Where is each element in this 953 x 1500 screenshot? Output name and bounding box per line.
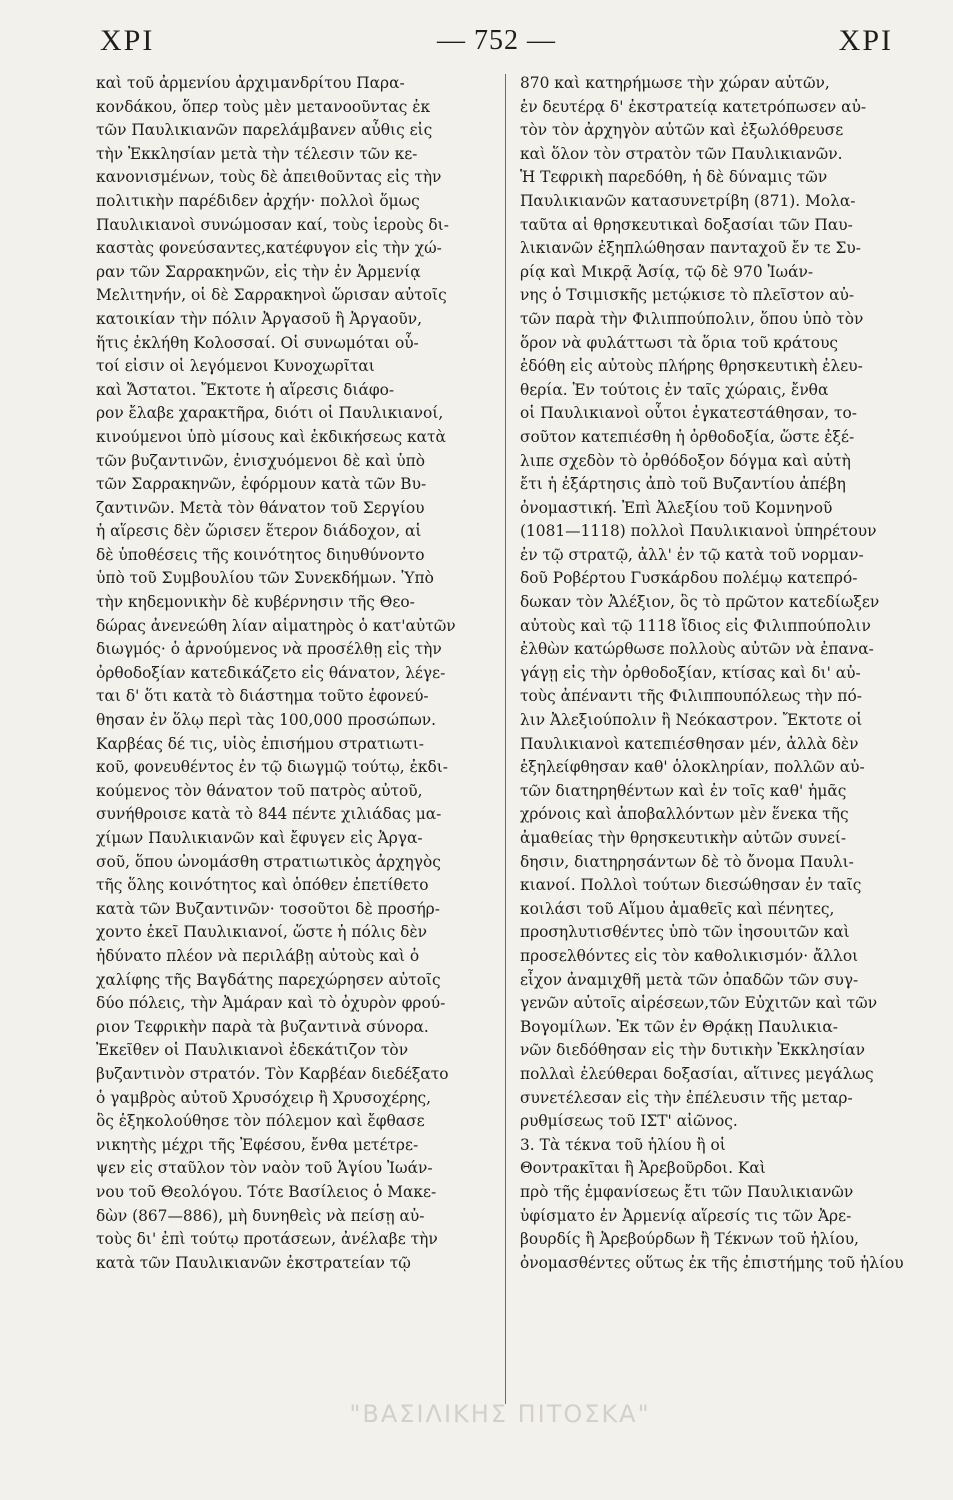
column-divider <box>505 74 506 1404</box>
text-line: τοὺς δι' ἐπὶ τούτῳ προτάσεων, ἀνέλαβε τὴν <box>96 1230 438 1249</box>
library-watermark: "ΒΑΣΙΛΙΚΗΣ ΠΙΤΟΣΚΑ" <box>349 1400 651 1428</box>
text-line: Μελιτηνήν, οἱ δὲ Σαρρακηνοὶ ὥρισαν αὐτοῖς <box>96 286 447 305</box>
text-line: τῶν διατηρηθέντων καὶ ἐν τοῖς καθ' ἡμᾶς <box>520 781 847 800</box>
text-line: χρόνοις καὶ ἀποβαλλόντων μὲν ἕνεκα τῆς <box>520 805 849 824</box>
text-line: βυζαντινὸν στρατόν. Τὸν Καρβέαν διεδέξατο <box>96 1064 449 1083</box>
text-line: κιανοί. Πολλοὶ τούτων διεσώθησαν ἐν ταῖς <box>520 876 862 895</box>
text-line: λιν Ἀλεξιούπολιν ἢ Νεόκαστρον. Ἔκτοτε οἱ <box>520 711 863 730</box>
text-line: κανονισμένων, τοὺς δὲ ἀπειθοῦντας εἰς τὴν <box>96 168 442 187</box>
text-line: Ἡ Τεφρικὴ παρεδόθη, ἡ δὲ δύναμις τῶν <box>520 168 828 187</box>
text-line: ἡ αἵρεσις δὲν ὥρισεν ἕτερον διάδοχον, αἱ <box>96 522 422 541</box>
text-line: Καρβέας δέ τις, υἱὸς ἐπισήμου στρατιωτι- <box>96 734 424 753</box>
text-line: τῆς ὅλης κοινότητος καὶ ὁπόθεν ἐπετίθετο <box>96 876 429 895</box>
text-line: λιπε σχεδὸν τὸ ὀρθόδοξον δόγμα καὶ αὐτὴ <box>520 451 851 470</box>
text-line: δὲ ὑποθέσεις τῆς κοινότητος διηυθύνοντο <box>96 545 425 564</box>
text-line: τῶν Παυλικιανῶν παρελάμβανεν αὖθις εἰς <box>96 121 433 140</box>
text-line: νης ὁ Τσιμισκῆς μετῴκισε τὸ πλεῖστον αὐ- <box>520 286 855 305</box>
text-line: ὀρθοδοξίαν κατεδικάζετο εἰς θάνατον, λέγε- <box>96 663 446 682</box>
text-line: ὅρον νὰ φυλάττωσι τὰ ὅρια τοῦ κράτους <box>520 333 839 352</box>
text-line: δὼν (867—886), μὴ δυνηθεὶς νὰ πείσῃ αὐ- <box>96 1206 425 1225</box>
text-line: τῶν παρὰ τὴν Φιλιππούπολιν, ὅπου ὑπὸ τὸν <box>520 309 864 328</box>
text-line: Βογομίλων. Ἐκ τῶν ἐν Θρᾴκῃ Παυλικια- <box>520 1017 838 1036</box>
text-line: Θοντρακῖται ἢ Ἀρεβοῦρδοι. Καὶ <box>520 1159 766 1178</box>
text-line: λικιανῶν ἐξηπλώθησαν πανταχοῦ ἔν τε Συ- <box>520 239 861 258</box>
text-line: καστὰς φονεύσαντες,κατέφυγον εἰς τὴν χώ- <box>96 239 442 258</box>
text-line: γενῶν αὐτοῖς αἱρέσεων,τῶν Εὐχιτῶν καὶ τῶν <box>520 994 878 1013</box>
text-line: ὑφίσματο ἐν Ἀρμενίᾳ αἵρεσίς τις τῶν Ἀρε- <box>520 1206 852 1225</box>
text-line: διωγμός· ὁ ἀρνούμενος νὰ προσέλθῃ εἰς τὴν <box>96 640 442 659</box>
text-line: κινούμενοι ὑπὸ μίσους καὶ ἐκδικήσεως κατὰ <box>96 427 446 446</box>
text-line: δοῦ Ροβέρτου Γυσκάρδου πολέμῳ κατεπρό- <box>520 569 858 588</box>
text-line: χαλίφης τῆς Βαγδάτης παρεχώρησεν αὐτοῖς <box>96 970 441 989</box>
text-line: τοὺς ἀπέναντι τῆς Φιλιππουπόλεως τὴν πό- <box>520 687 862 706</box>
text-line: τὴν Ἐκκλησίαν μετὰ τὴν τέλεσιν τῶν κε- <box>96 144 418 163</box>
text-line: Ἐκεῖθεν οἱ Παυλικιανοὶ ἐδεκάτιζον τὸν <box>96 1041 409 1060</box>
text-line: ἐδόθη εἰς αὐτοὺς πλήρης θρησκευτικὴ ἐλευ- <box>520 357 863 376</box>
text-line: 870 καὶ κατηρήμωσε τὴν χώραν αὐτῶν, <box>520 74 830 92</box>
text-line: ὑπὸ τοῦ Συμβουλίου τῶν Συνεκδήμων. Ὑπὸ <box>96 569 434 588</box>
text-line: προσηλυτισθέντες ὑπὸ τῶν ἰησουιτῶν καὶ <box>520 923 850 942</box>
text-line: ὃς ἐξηκολούθησε τὸν πόλεμον καὶ ἔφθασε <box>96 1112 425 1131</box>
text-line: βουρδίς ἢ Ἀρεβούρδων ἢ Τέκνων τοῦ ἡλίου, <box>520 1230 859 1249</box>
text-line: ται δ' ὅτι κατὰ τὸ διάστημα τοῦτο ἐφονεύ- <box>96 687 429 706</box>
text-line: κούμενος τὸν θάνατον τοῦ πατρὸς αὐτοῦ, <box>96 781 423 800</box>
text-line: σοῦ, ὅπου ὠνομάσθη στρατιωτικὸς ἀρχηγὸς <box>96 852 441 871</box>
text-line: πολιτικὴν παρέδιδεν ἀρχήν· πολλοὶ ὅμως <box>96 191 420 210</box>
text-line: ρυθμίσεως τοῦ ΙΣΤ' αἰῶνος. <box>520 1112 738 1131</box>
text-line: ψεν εἰς σταῦλον τὸν ναὸν τοῦ Ἁγίου Ἰωάν- <box>96 1159 433 1178</box>
text-line: οἱ Παυλικιανοὶ οὗτοι ἐγκατεστάθησαν, το- <box>520 404 857 423</box>
page-number: — 752 — <box>437 25 556 56</box>
header-right-word: ΧΡΙ <box>838 24 893 57</box>
text-line: νῶν διεδόθησαν εἰς τὴν δυτικὴν Ἐκκλησίαν <box>520 1041 865 1060</box>
text-line: γάγῃ εἰς τὴν ὀρθοδοξίαν, κτίσας καὶ δι' αὐ- <box>520 663 861 682</box>
text-line: καὶ ὅλον τὸν στρατὸν τῶν Παυλικιανῶν. <box>520 144 843 163</box>
text-line: αὐτοὺς καὶ τῷ 1118 ἴδιος εἰς Φιλιππούπολιν <box>520 616 871 635</box>
text-line: νικητὴς μέχρι τῆς Ἐφέσου, ἔνθα μετέτρε- <box>96 1135 419 1154</box>
text-line: κατὰ τῶν Παυλικιανῶν ἐκστρατείαν τῷ <box>96 1253 411 1272</box>
text-line: ἠδύνατο πλέον νὰ περιλάβῃ αὐτοὺς καὶ ὁ <box>96 946 420 965</box>
text-line: κοιλάσι τοῦ Αἵμου ἀμαθεῖς καὶ πένητες, <box>520 899 835 918</box>
text-line: καὶ Ἄστατοι. Ἔκτοτε ἡ αἵρεσις διάφο- <box>96 380 395 399</box>
text-line: 3. Τὰ τέκνα τοῦ ἡλίου ἢ οἱ <box>520 1135 726 1154</box>
text-line: δησιν, διατηρησάντων δὲ τὸ ὄνομα Παυλι- <box>520 852 854 871</box>
text-line: δωκαν τὸν Ἀλέξιον, ὃς τὸ πρῶτον κατεδίωξεν <box>520 593 880 612</box>
page-header <box>100 14 893 68</box>
text-line: ἀμαθείας τὴν θρησκευτικὴν αὐτῶν συνεί- <box>520 829 847 847</box>
text-line: καὶ τοῦ ἀρμενίου ἀρχιμανδρίτου Παρα- <box>96 74 405 92</box>
text-line: τῶν Σαρρακηνῶν, ἐφόρμουν κατὰ τῶν Βυ- <box>96 475 427 494</box>
text-line: προσελθόντες εἰς τὸν καθολικισμόν· ἄλλοι <box>520 946 859 965</box>
text-line: πολλαὶ ἐλεύθεραι δοξασίαι, αἵτινες μεγάλως <box>520 1064 874 1083</box>
text-line: χοντο ἐκεῖ Παυλικιανοί, ὥστε ἡ πόλις δὲν <box>96 923 427 942</box>
text-line: ἐν τῷ στρατῷ, ἀλλ' ἐν τῷ κατὰ τοῦ νορμαν- <box>520 545 864 564</box>
text-line: κοῦ, φονευθέντος ἐν τῷ διωγμῷ τούτῳ, ἐκδι- <box>96 758 448 777</box>
text-line: Παυλικιανοὶ συνώμοσαν καί, τοὺς ἱεροὺς δι- <box>96 215 449 234</box>
text-line: ἐξηλείφθησαν καθ' ὁλοκληρίαν, πολλῶν αὐ- <box>520 758 865 777</box>
text-line: συνετέλεσαν εἰς τὴν ἐπέλευσιν τῆς μεταρ- <box>520 1088 853 1107</box>
text-line: τὸν τὸν ἀρχηγὸν αὐτῶν καὶ ἐξωλόθρευσε <box>520 121 844 140</box>
text-line: θερία. Ἐν τούτοις ἐν ταῖς χώραις, ἔνθα <box>520 380 829 399</box>
text-line: ὁ γαμβρὸς αὐτοῦ Χρυσόχειρ ἢ Χρυσοχέρης, <box>96 1088 431 1107</box>
text-line: ζαντινῶν. Μετὰ τὸν θάνατον τοῦ Σεργίου <box>96 498 425 517</box>
text-line: ὀνομασθέντες οὕτως ἐκ τῆς ἐπιστήμης τοῦ ἡλίου <box>520 1253 904 1272</box>
text-line: νου τοῦ Θεολόγου. Τότε Βασίλειος ὁ Μακε- <box>96 1182 437 1201</box>
text-line: τοί εἰσιν οἱ λεγόμενοι Κυνοχωρῖται <box>96 357 375 376</box>
text-line: εἶχον ἀναμιχθῆ μετὰ τῶν ὀπαδῶν τῶν συγ- <box>520 970 859 989</box>
text-line: χίμων Παυλικιανῶν καὶ ἔφυγεν εἰς Ἀργα- <box>96 829 423 847</box>
left-column <box>96 72 486 1275</box>
text-line: δύο πόλεις, τὴν Ἀμάραν καὶ τὸ ὀχυρὸν φρού- <box>96 994 446 1013</box>
text-line: ταῦτα αἱ θρησκευτικαὶ δοξασίαι τῶν Παυ- <box>520 215 853 234</box>
text-line: ὀνομαστική. Ἐπὶ Ἀλεξίου τοῦ Κομνηνοῦ <box>520 498 833 517</box>
text-line: κατοικίαν τὴν πόλιν Ἀργασοῦ ἢ Ἀργαοῦν, <box>96 309 423 328</box>
text-line: ἔτι ἡ ἐξάρτησις ἀπὸ τοῦ Βυζαντίου ἀπέβη <box>520 475 846 494</box>
text-line: δώρας ἀνενεώθη λίαν αἱματηρὸς ὁ κατ'αὐτῶν <box>96 616 456 635</box>
text-line: ραν τῶν Σαρρακηνῶν, εἰς τὴν ἐν Ἀρμενίᾳ <box>96 262 421 281</box>
text-line: ἐλθὼν κατώρθωσε πολλοὺς αὐτῶν νὰ ἐπανα- <box>520 640 874 659</box>
text-line: συνήθροισε κατὰ τὸ 844 πέντε χιλιάδας μα- <box>96 805 442 824</box>
text-line: ἥτις ἐκλήθη Κολοσσαί. Οἱ συνωμόται οὗ- <box>96 333 419 352</box>
text-line: τῶν βυζαντινῶν, ἐνισχυόμενοι δὲ καὶ ὑπὸ <box>96 451 425 470</box>
text-line: πρὸ τῆς ἐμφανίσεως ἔτι τῶν Παυλικιανῶν <box>520 1182 854 1201</box>
text-line: ἐν δευτέρᾳ δ' ἐκστρατείᾳ κατετρόπωσεν αὐ- <box>520 97 867 116</box>
text-line: ριον Τεφρικὴν παρὰ τὰ βυζαντινὰ σύνορα. <box>96 1017 429 1036</box>
text-line: ρον ἔλαβε χαρακτῆρα, διότι οἱ Παυλικιανοί, <box>96 404 444 423</box>
header-left-word: ΧΡΙ <box>100 24 155 57</box>
text-line: Παυλικιανῶν κατασυνετρίβη (871). Μολα- <box>520 191 856 210</box>
right-column <box>520 72 925 1275</box>
text-line: σοῦτον κατεπιέσθη ἡ ὀρθοδοξία, ὥστε ἐξέ- <box>520 427 855 446</box>
text-line: (1081—1118) πολλοὶ Παυλικιανοὶ ὑπηρέτουν <box>520 522 877 541</box>
text-line: ρίᾳ καὶ Μικρᾷ Ἀσίᾳ, τῷ δὲ 970 Ἰωάν- <box>520 262 814 281</box>
text-line: θησαν ἐν ὅλῳ περὶ τὰς 100,000 προσώπων. <box>96 711 437 730</box>
text-line: Παυλικιανοὶ κατεπιέσθησαν μέν, ἀλλὰ δὲν <box>520 734 859 753</box>
text-line: τὴν κηδεμονικὴν δὲ κυβέρνησιν τῆς Θεο- <box>96 593 415 612</box>
text-line: κατὰ τῶν Βυζαντινῶν· τοσοῦτοι δὲ προσήρ- <box>96 899 440 918</box>
text-line: κονδάκου, ὅπερ τοὺς μὲν μετανοοῦντας ἐκ <box>96 97 431 116</box>
